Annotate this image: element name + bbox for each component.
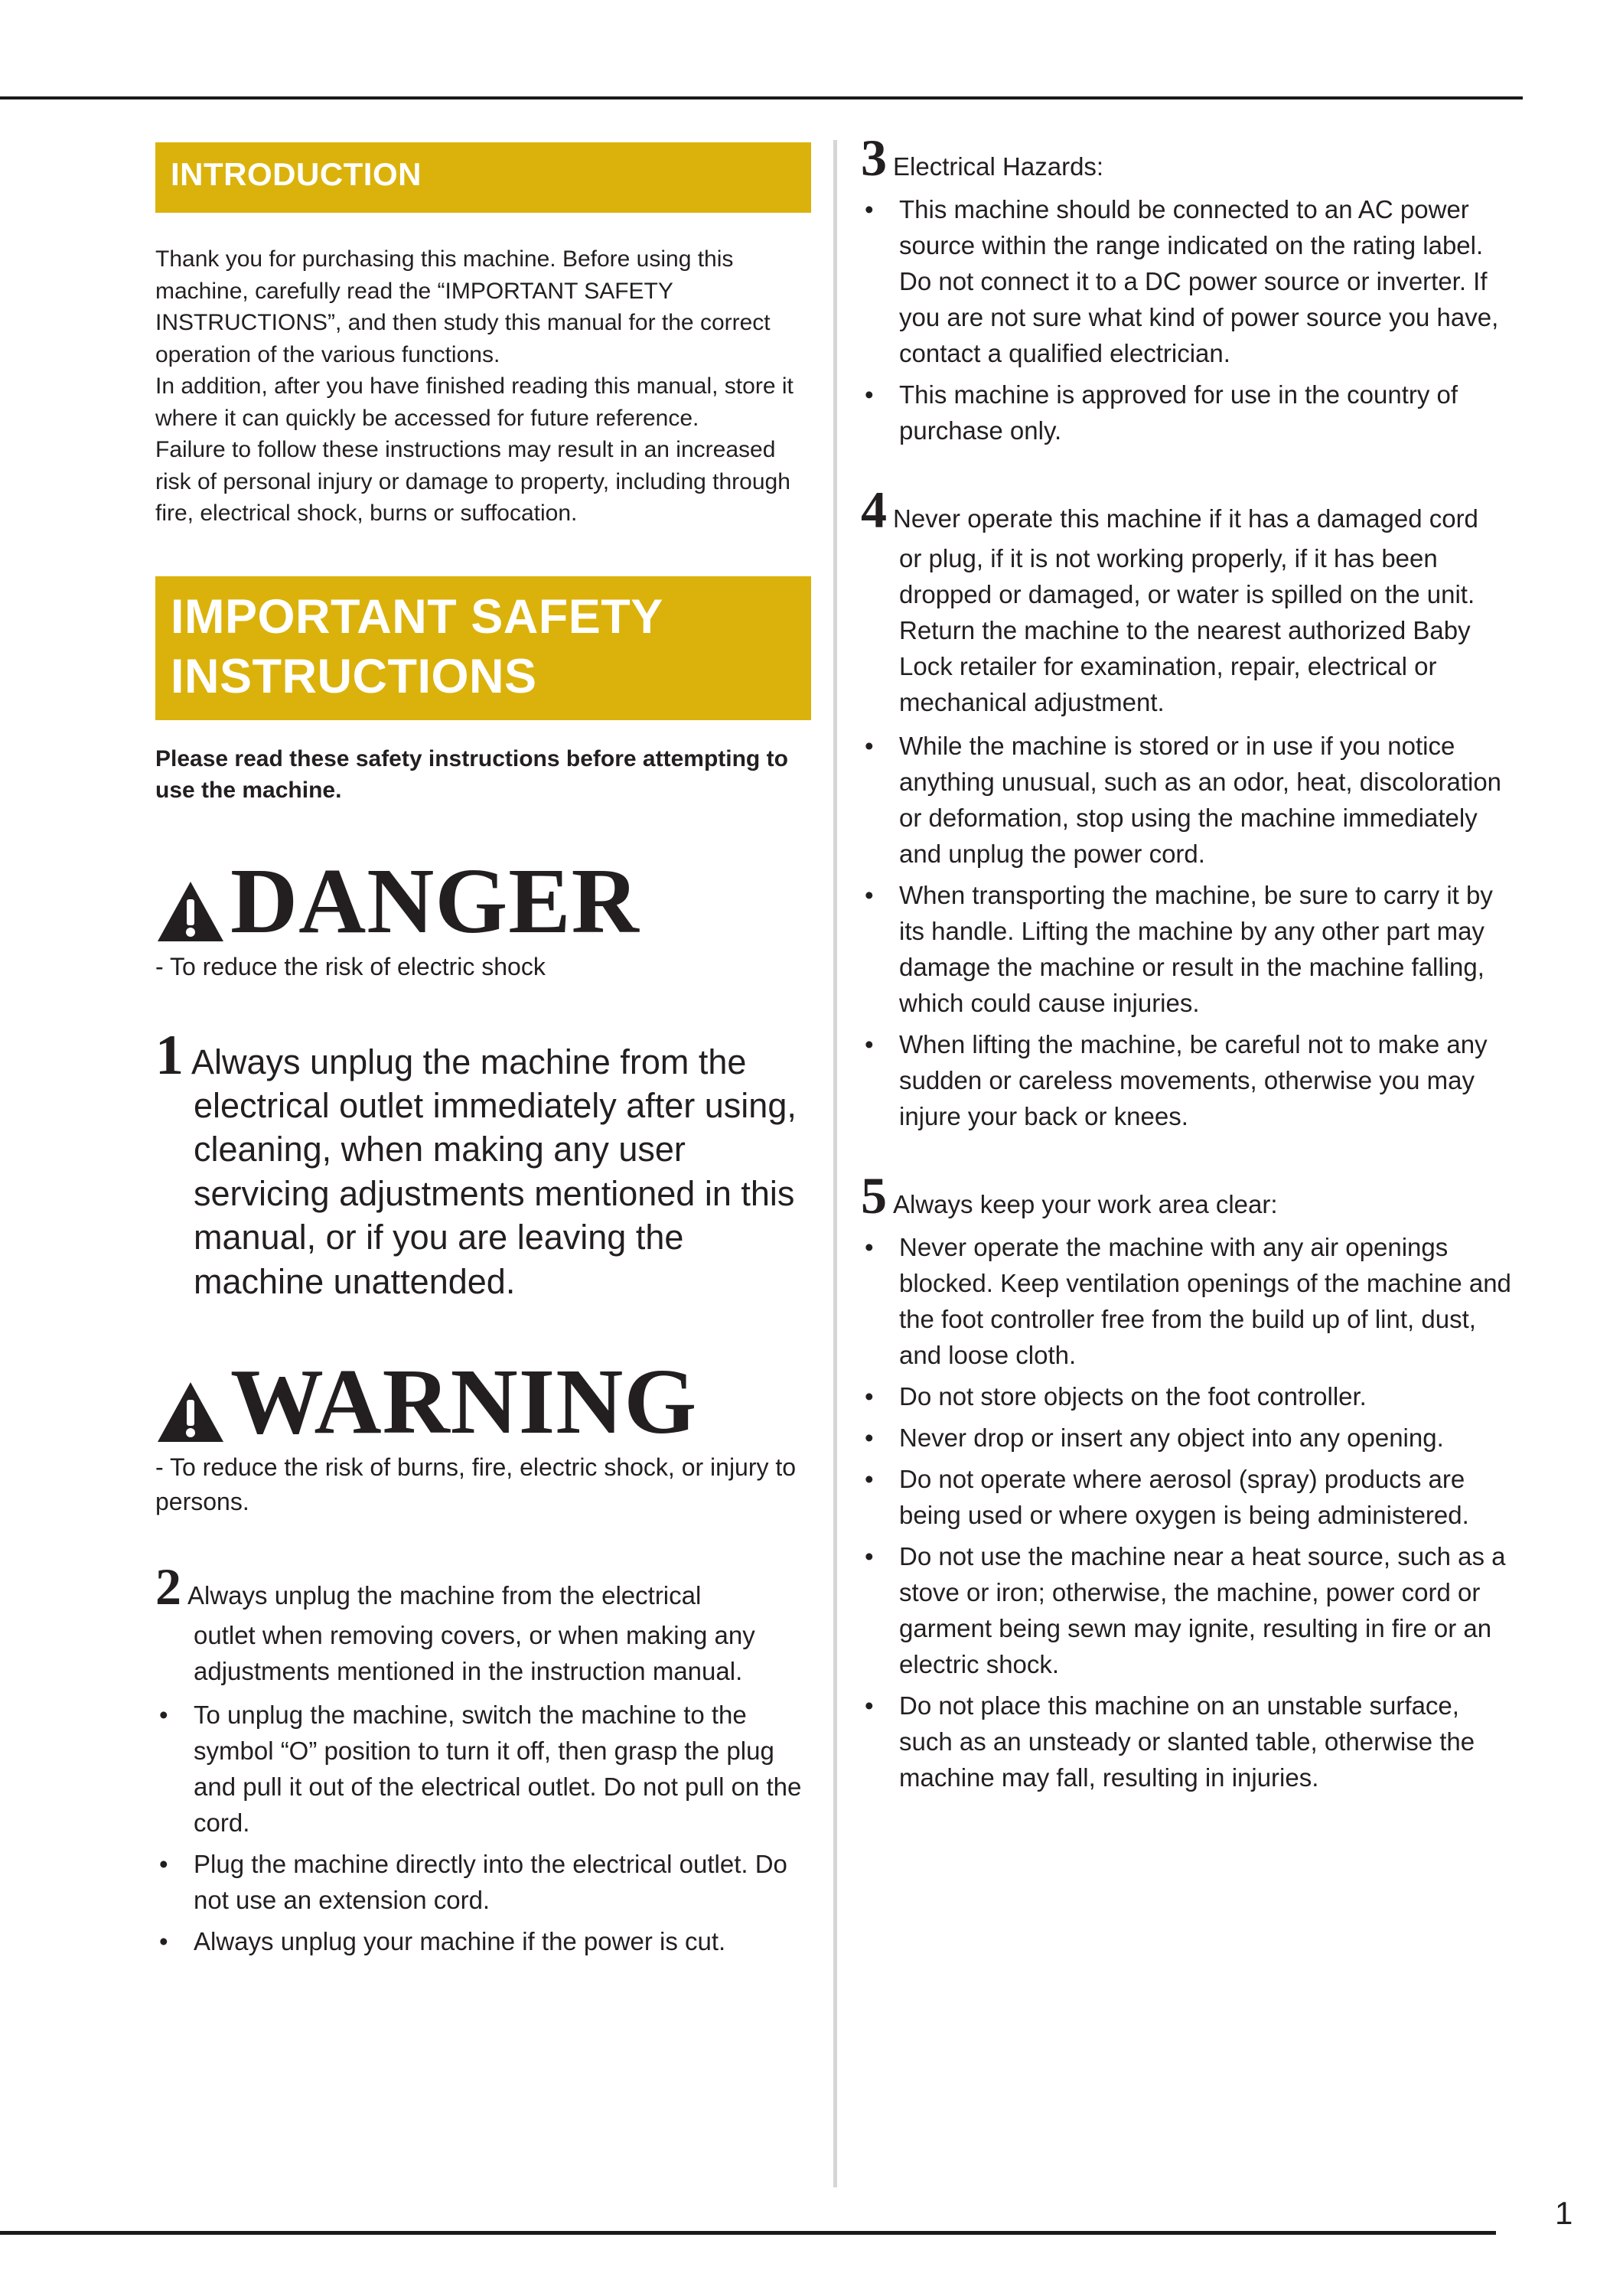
bullet-list xyxy=(861,728,1511,1134)
item-text: outlet when removing covers, or when making any adjustments mentioned in the instruction manual. xyxy=(194,1621,755,1685)
warning-triangle-icon xyxy=(155,879,226,944)
list-item: • Never drop or insert any object into any opening. xyxy=(861,1420,1511,1456)
item-number: 5 xyxy=(861,1166,887,1225)
list-item: • Plug the machine directly into the electrical outlet. Do not use an extension cord. xyxy=(155,1846,811,1918)
item-first-line: Always unplug the machine from the xyxy=(191,1042,747,1081)
introduction-heading: INTRODUCTION xyxy=(155,142,811,213)
warning-label: WARNING xyxy=(230,1350,698,1453)
list-item: • This machine is approved for use in the country of purchase only. xyxy=(861,377,1511,448)
item-first-line: Always keep your work area clear: xyxy=(893,1190,1278,1218)
list-item: • To unplug the machine, switch the machine to the symbol “O” position to turn it off, then grasp the plug and pull it out of the electrical outlet. Do not pull on the cord. xyxy=(155,1697,811,1841)
list-item: • While the machine is stored or in use if you notice anything unusual, such as an odor, heat, discoloration or deformation, stop using the machine immediately and unplug the power cord. xyxy=(861,728,1511,872)
safety-item-1 xyxy=(155,1023,811,1304)
list-item: • Do not store objects on the foot controller. xyxy=(861,1378,1511,1414)
list-item: • Do not use the machine near a heat source, such as a stove or iron; otherwise, the machine, power cord or garment being sewn may ignite, resulting in fire or an electric shock. xyxy=(861,1538,1511,1682)
warning-heading xyxy=(155,1350,811,1453)
bullet-list xyxy=(155,1697,811,1959)
item-first-line: Always unplug the machine from the electrical xyxy=(187,1581,702,1609)
item-number: 1 xyxy=(155,1023,184,1087)
safety-note: Please read these safety instructions before attempting to use the machine. xyxy=(155,745,788,803)
warning-subtitle: - To reduce the risk of burns, fire, electric shock, or injury to persons. xyxy=(155,1453,797,1515)
warning-triangle-icon xyxy=(155,1380,226,1444)
list-item: • This machine should be connected to an AC power source within the range indicated on the rating label. Do not connect it to a DC power source or inverter. If you are not sure what kind of power source you have, contact a qualified electrician. xyxy=(861,191,1511,371)
danger-subtitle: - To reduce the risk of electric shock xyxy=(155,952,546,980)
safety-heading xyxy=(155,576,811,720)
safety-item-4 xyxy=(861,481,1511,1134)
item-number: 3 xyxy=(861,129,887,187)
item-text: electrical outlet immediately after using, cleaning, when making any user servicing adjustments mentioned in this manual, or if you are leaving the machine unattended. xyxy=(194,1085,797,1301)
safety-item-3 xyxy=(861,129,1511,448)
danger-label: DANGER xyxy=(230,849,640,953)
item-number: 4 xyxy=(861,481,887,539)
intro-paragraph: Thank you for purchasing this machine. Before using this machine, carefully read the “IMPORTANT SAFETY INSTRUCTIONS”, and then study this manual for the correct operation of the various functions. xyxy=(155,246,771,367)
bullet-list xyxy=(861,1229,1511,1795)
safety-heading-line2: INSTRUCTIONS xyxy=(171,649,537,703)
item-first-line: Never operate this machine if it has a damaged cord xyxy=(893,504,1478,533)
intro-paragraph: Failure to follow these instructions may result in an increased risk of personal injury or damage to property, including through fire, electrical shock, burns or suffocation. xyxy=(155,437,790,526)
column-divider xyxy=(833,140,837,2187)
item-first-line: Electrical Hazards: xyxy=(893,152,1104,181)
page-number: 1 xyxy=(1555,2195,1573,2231)
safety-item-5 xyxy=(861,1166,1511,1795)
top-rule xyxy=(0,96,1523,99)
left-column xyxy=(155,142,811,1965)
list-item: • Do not place this machine on an unstable surface, such as an unsteady or slanted table, otherwise the machine may fall, resulting in injuries. xyxy=(861,1688,1511,1795)
list-item: • Do not operate where aerosol (spray) products are being used or where oxygen is being administered. xyxy=(861,1461,1511,1533)
safety-item-2 xyxy=(155,1557,811,1959)
item-number: 2 xyxy=(155,1557,181,1616)
bottom-rule xyxy=(0,2231,1496,2235)
introduction-body xyxy=(155,243,811,530)
list-item: • When lifting the machine, be careful not to make any sudden or careless movements, otherwise you may injure your back or knees. xyxy=(861,1026,1511,1134)
list-item: • When transporting the machine, be sure to carry it by its handle. Lifting the machine by any other part may damage the machine or result in the machine falling, which could cause injuries. xyxy=(861,877,1511,1021)
intro-paragraph: In addition, after you have finished reading this manual, store it where it can quickly be accessed for future reference. xyxy=(155,373,794,431)
safety-heading-line1: IMPORTANT SAFETY xyxy=(171,589,663,644)
item-text: or plug, if it is not working properly, if it has been dropped or damaged, or water is spilled on the unit. Return the machine to the nearest authorized Baby Lock retailer for examination, repair, electrical or mechanical adjustment. xyxy=(899,544,1475,716)
list-item: • Always unplug your machine if the power is cut. xyxy=(155,1923,811,1959)
danger-heading xyxy=(155,849,811,953)
right-column xyxy=(861,129,1511,1801)
list-item: • Never operate the machine with any air openings blocked. Keep ventilation openings of the machine and the foot controller free from the build up of lint, dust, and loose cloth. xyxy=(861,1229,1511,1373)
bullet-list xyxy=(861,191,1511,448)
